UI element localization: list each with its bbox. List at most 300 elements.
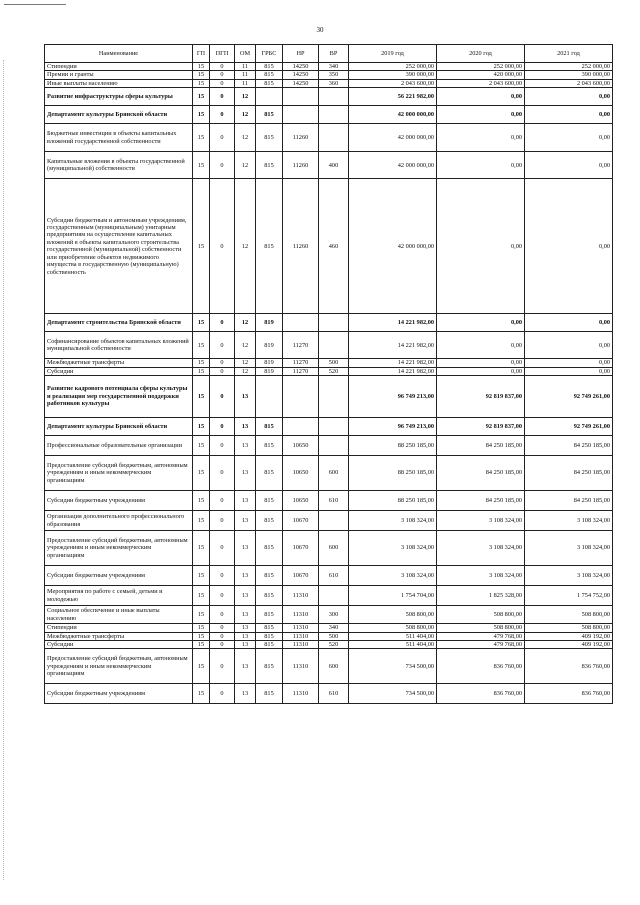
cell-pgp: 0 [210,152,235,179]
cell-om: 13 [235,684,256,704]
cell-pgp: 0 [210,632,235,640]
table-row [45,359,613,367]
cell-y2021: 836 760,00 [525,684,613,704]
cell-om: 13 [235,456,256,491]
cell-om: 11 [235,71,256,79]
cell-y2020: 0,00 [437,367,525,375]
cell-y2021: 836 760,00 [525,649,613,684]
cell-nr: 11260 [283,179,319,314]
cell-y2019: 96 749 213,00 [349,376,437,418]
cell-grbs: 815 [256,179,283,314]
cell-pgp: 0 [210,124,235,152]
table-row [45,456,613,491]
cell-pgp: 0 [210,491,235,511]
cell-y2019: 252 000,00 [349,63,437,71]
table-row [45,632,613,640]
cell-gp: 15 [193,359,210,367]
cell-grbs: 819 [256,314,283,332]
cell-vr: 340 [319,63,349,71]
cell-nr: 11310 [283,684,319,704]
cell-om: 13 [235,491,256,511]
cell-y2019: 14 221 982,00 [349,367,437,375]
cell-pgp: 0 [210,376,235,418]
cell-gp: 15 [193,640,210,648]
cell-y2019: 508 800,00 [349,624,437,632]
cell-nr: 11310 [283,640,319,648]
cell-nr: 10670 [283,531,319,566]
cell-om: 13 [235,632,256,640]
cell-y2019: 511 404,00 [349,632,437,640]
cell-gp: 15 [193,624,210,632]
cell-y2021: 0,00 [525,152,613,179]
cell-grbs: 815 [256,531,283,566]
cell-y2021: 0,00 [525,367,613,375]
col-header-2021: 2021 год [525,45,613,63]
cell-y2020: 836 760,00 [437,649,525,684]
cell-y2019: 508 800,00 [349,606,437,624]
cell-gp: 15 [193,632,210,640]
cell-gp: 15 [193,491,210,511]
cell-gp: 15 [193,511,210,531]
cell-y2021: 92 749 261,00 [525,376,613,418]
cell-gp: 15 [193,586,210,606]
table-row [45,531,613,566]
cell-name: Стипендии [45,63,193,71]
cell-gp: 15 [193,179,210,314]
cell-y2021: 508 800,00 [525,624,613,632]
table-row [45,332,613,359]
cell-y2021: 0,00 [525,314,613,332]
cell-nr [283,376,319,418]
cell-y2021: 0,00 [525,106,613,124]
table-row [45,624,613,632]
cell-grbs: 815 [256,418,283,436]
table-row [45,491,613,511]
cell-name: Премии и гранты [45,71,193,79]
table-row [45,649,613,684]
col-header-2020: 2020 год [437,45,525,63]
cell-vr [319,511,349,531]
cell-om: 13 [235,624,256,632]
cell-gp: 15 [193,79,210,87]
cell-pgp: 0 [210,566,235,586]
cell-name: Профессиональные образовательные организации [45,436,193,456]
cell-om: 13 [235,566,256,586]
cell-y2019: 88 250 185,00 [349,491,437,511]
cell-om: 13 [235,586,256,606]
col-header-gp: ГП [193,45,210,63]
table-row [45,63,613,71]
cell-grbs: 815 [256,152,283,179]
cell-gp: 15 [193,152,210,179]
cell-name: Субсидии [45,367,193,375]
cell-om: 12 [235,106,256,124]
cell-y2020: 0,00 [437,179,525,314]
cell-y2019: 56 221 982,00 [349,88,437,106]
cell-nr [283,418,319,436]
cell-y2019: 88 250 185,00 [349,436,437,456]
cell-pgp: 0 [210,359,235,367]
cell-y2020: 1 825 328,00 [437,586,525,606]
cell-y2020: 84 250 185,00 [437,456,525,491]
cell-y2020: 0,00 [437,152,525,179]
cell-gp: 15 [193,456,210,491]
cell-pgp: 0 [210,684,235,704]
cell-name: Организация дополнительного профессионального образования [45,511,193,531]
cell-y2020: 92 819 837,00 [437,418,525,436]
table-row [45,71,613,79]
cell-y2019: 42 000 000,00 [349,179,437,314]
cell-nr [283,106,319,124]
col-header-grbs: ГРБС [256,45,283,63]
cell-om: 13 [235,606,256,624]
cell-name: Межбюджетные трансферты [45,359,193,367]
cell-y2020: 84 250 185,00 [437,491,525,511]
cell-om: 13 [235,436,256,456]
cell-y2021: 84 250 185,00 [525,436,613,456]
cell-y2019: 734 500,00 [349,684,437,704]
cell-y2019: 14 221 982,00 [349,359,437,367]
cell-gp: 15 [193,566,210,586]
cell-y2020: 0,00 [437,124,525,152]
cell-name: Софинансирование объектов капитальных вложений муниципальной собственности [45,332,193,359]
cell-y2020: 479 768,00 [437,640,525,648]
cell-vr: 610 [319,684,349,704]
cell-y2019: 1 754 704,00 [349,586,437,606]
cell-nr: 11310 [283,624,319,632]
cell-om: 12 [235,124,256,152]
cell-y2020: 0,00 [437,359,525,367]
cell-y2019: 3 108 324,00 [349,511,437,531]
cell-vr [319,586,349,606]
cell-grbs: 815 [256,63,283,71]
table-row [45,106,613,124]
cell-name: Мероприятия по работе с семьей, детьми и молодежью [45,586,193,606]
cell-y2021: 409 192,00 [525,640,613,648]
cell-vr [319,436,349,456]
cell-name: Капитальные вложения в объекты государственной (муниципальной) собственности [45,152,193,179]
cell-vr: 610 [319,566,349,586]
table-row [45,606,613,624]
cell-y2019: 42 000 000,00 [349,106,437,124]
cell-grbs: 815 [256,684,283,704]
cell-name: Развитие кадрового потенциала сферы культуры и реализация мер государственной поддержки работников культуры [45,376,193,418]
cell-grbs: 815 [256,606,283,624]
cell-y2020: 479 768,00 [437,632,525,640]
cell-pgp: 0 [210,586,235,606]
cell-name: Субсидии бюджетным учреждениям [45,684,193,704]
cell-name: Иные выплаты населению [45,79,193,87]
cell-pgp: 0 [210,606,235,624]
cell-pgp: 0 [210,71,235,79]
cell-om: 13 [235,649,256,684]
cell-pgp: 0 [210,367,235,375]
cell-grbs: 815 [256,586,283,606]
cell-y2019: 14 221 982,00 [349,332,437,359]
cell-pgp: 0 [210,88,235,106]
cell-nr: 10670 [283,511,319,531]
cell-vr: 520 [319,367,349,375]
col-header-pgp: ПГП [210,45,235,63]
cell-pgp: 0 [210,63,235,71]
cell-gp: 15 [193,71,210,79]
cell-y2021: 3 108 324,00 [525,531,613,566]
cell-grbs: 819 [256,367,283,375]
cell-nr: 10650 [283,456,319,491]
cell-nr: 10650 [283,491,319,511]
cell-grbs [256,376,283,418]
cell-name: Субсидии бюджетным и автономным учреждениям, государственным (муниципальным) унитарным предприятиям на осуществление капитальных вложений в объекты капитального строительства государственной (муниципальной) собственности или приобретение объектов недвижимого имущества в государственную (муниципальную) собственность [45,179,193,314]
cell-y2021: 390 000,00 [525,71,613,79]
cell-vr [319,376,349,418]
cell-gp: 15 [193,106,210,124]
cell-vr: 600 [319,649,349,684]
cell-name: Субсидии бюджетным учреждениям [45,491,193,511]
cell-gp: 15 [193,88,210,106]
table-row [45,152,613,179]
col-header-name: Наименование [45,45,193,63]
cell-pgp: 0 [210,640,235,648]
cell-gp: 15 [193,649,210,684]
cell-vr: 360 [319,79,349,87]
cell-nr [283,314,319,332]
col-header-om: ОМ [235,45,256,63]
cell-vr [319,418,349,436]
table-row [45,376,613,418]
cell-y2019: 42 000 000,00 [349,152,437,179]
cell-name: Стипендии [45,624,193,632]
cell-y2019: 2 043 600,00 [349,79,437,87]
cell-y2020: 836 760,00 [437,684,525,704]
cell-name: Предоставление субсидий бюджетным, автономным учреждениям и иным некоммерческим организациям [45,649,193,684]
cell-grbs [256,88,283,106]
cell-y2020: 92 819 837,00 [437,376,525,418]
budget-table [44,44,613,704]
table-row [45,566,613,586]
cell-vr [319,88,349,106]
table-row [45,88,613,106]
cell-y2021: 252 000,00 [525,63,613,71]
cell-pgp: 0 [210,332,235,359]
cell-om: 13 [235,418,256,436]
cell-pgp: 0 [210,418,235,436]
cell-vr: 600 [319,531,349,566]
cell-y2019: 14 221 982,00 [349,314,437,332]
cell-gp: 15 [193,418,210,436]
cell-y2020: 420 000,00 [437,71,525,79]
cell-y2019: 3 108 324,00 [349,566,437,586]
table-row [45,79,613,87]
cell-vr: 520 [319,640,349,648]
cell-grbs: 815 [256,632,283,640]
cell-y2021: 0,00 [525,124,613,152]
cell-vr [319,106,349,124]
cell-om: 12 [235,179,256,314]
page-number: 30 [316,26,324,34]
cell-vr [319,314,349,332]
cell-nr: 10650 [283,436,319,456]
cell-y2021: 2 043 600,00 [525,79,613,87]
cell-y2020: 508 800,00 [437,624,525,632]
table-row [45,436,613,456]
cell-nr: 14250 [283,79,319,87]
cell-y2021: 92 749 261,00 [525,418,613,436]
cell-grbs: 815 [256,649,283,684]
col-header-2019: 2019 год [349,45,437,63]
cell-grbs: 815 [256,624,283,632]
cell-name: Межбюджетные трансферты [45,632,193,640]
cell-y2020: 252 000,00 [437,63,525,71]
table-row [45,511,613,531]
cell-y2019: 96 749 213,00 [349,418,437,436]
cell-nr: 10670 [283,566,319,586]
cell-om: 11 [235,79,256,87]
cell-gp: 15 [193,124,210,152]
cell-gp: 15 [193,531,210,566]
cell-name: Департамент культуры Брянской области [45,418,193,436]
cell-y2021: 84 250 185,00 [525,456,613,491]
cell-y2021: 84 250 185,00 [525,491,613,511]
cell-gp: 15 [193,314,210,332]
cell-y2020: 84 250 185,00 [437,436,525,456]
cell-vr [319,124,349,152]
cell-grbs: 815 [256,640,283,648]
cell-grbs: 815 [256,566,283,586]
cell-gp: 15 [193,332,210,359]
cell-grbs: 815 [256,456,283,491]
cell-gp: 15 [193,684,210,704]
cell-name: Субсидии бюджетным учреждениям [45,566,193,586]
cell-grbs: 815 [256,71,283,79]
cell-name: Департамент строительства Брянской области [45,314,193,332]
table-row [45,367,613,375]
cell-vr: 460 [319,179,349,314]
cell-pgp: 0 [210,531,235,566]
cell-y2021: 409 192,00 [525,632,613,640]
cell-pgp: 0 [210,106,235,124]
cell-om: 12 [235,314,256,332]
cell-nr: 11270 [283,332,319,359]
cell-name: Развитие инфраструктуры сферы культуры [45,88,193,106]
cell-nr: 14250 [283,71,319,79]
cell-y2020: 3 108 324,00 [437,566,525,586]
cell-y2021: 508 800,00 [525,606,613,624]
cell-y2020: 0,00 [437,88,525,106]
cell-om: 11 [235,63,256,71]
col-header-vr: ВР [319,45,349,63]
table-row [45,124,613,152]
cell-vr: 600 [319,456,349,491]
cell-y2021: 1 754 752,00 [525,586,613,606]
cell-pgp: 0 [210,436,235,456]
cell-grbs: 815 [256,124,283,152]
cell-om: 12 [235,152,256,179]
table-row [45,684,613,704]
cell-pgp: 0 [210,511,235,531]
cell-y2019: 390 000,00 [349,71,437,79]
cell-pgp: 0 [210,179,235,314]
cell-y2019: 734 500,00 [349,649,437,684]
cell-pgp: 0 [210,314,235,332]
cell-y2020: 0,00 [437,332,525,359]
cell-vr: 350 [319,71,349,79]
cell-y2019: 88 250 185,00 [349,456,437,491]
cell-y2020: 0,00 [437,106,525,124]
cell-nr: 11260 [283,152,319,179]
cell-y2021: 3 108 324,00 [525,511,613,531]
cell-om: 13 [235,376,256,418]
cell-om: 13 [235,640,256,648]
cell-y2021: 0,00 [525,332,613,359]
cell-pgp: 0 [210,456,235,491]
cell-nr: 11310 [283,586,319,606]
cell-gp: 15 [193,376,210,418]
cell-name: Социальное обеспечение и иные выплаты населению [45,606,193,624]
table-row [45,586,613,606]
cell-nr: 11270 [283,367,319,375]
cell-name: Предоставление субсидий бюджетным, автономным учреждениям и иным некоммерческим организациям [45,531,193,566]
cell-grbs: 815 [256,106,283,124]
cell-om: 12 [235,88,256,106]
cell-vr: 400 [319,152,349,179]
cell-grbs: 815 [256,79,283,87]
cell-vr: 340 [319,624,349,632]
cell-grbs: 815 [256,511,283,531]
cell-om: 13 [235,531,256,566]
cell-vr: 610 [319,491,349,511]
cell-nr: 11310 [283,632,319,640]
cell-grbs: 819 [256,359,283,367]
cell-y2020: 2 043 600,00 [437,79,525,87]
cell-nr: 11260 [283,124,319,152]
cell-gp: 15 [193,436,210,456]
table-row [45,314,613,332]
cell-y2020: 3 108 324,00 [437,511,525,531]
cell-name: Предоставление субсидий бюджетным, автономным учреждениям и иным некоммерческим организациям [45,456,193,491]
cell-nr [283,88,319,106]
col-header-nr: НР [283,45,319,63]
cell-nr: 11270 [283,359,319,367]
cell-vr: 500 [319,359,349,367]
cell-pgp: 0 [210,79,235,87]
cell-om: 12 [235,367,256,375]
cell-y2020: 508 800,00 [437,606,525,624]
cell-pgp: 0 [210,624,235,632]
cell-y2019: 42 000 000,00 [349,124,437,152]
cell-gp: 15 [193,63,210,71]
table-row [45,418,613,436]
cell-name: Департамент культуры Брянской области [45,106,193,124]
cell-y2019: 511 404,00 [349,640,437,648]
cell-grbs: 815 [256,491,283,511]
cell-y2021: 0,00 [525,88,613,106]
cell-grbs: 815 [256,436,283,456]
cell-gp: 15 [193,367,210,375]
table-header-row [45,45,613,63]
cell-nr: 11310 [283,649,319,684]
cell-pgp: 0 [210,649,235,684]
cell-nr: 14250 [283,63,319,71]
cell-om: 13 [235,511,256,531]
cell-y2020: 0,00 [437,314,525,332]
cell-y2021: 0,00 [525,359,613,367]
cell-grbs: 819 [256,332,283,359]
table-row [45,640,613,648]
cell-y2021: 0,00 [525,179,613,314]
cell-gp: 15 [193,606,210,624]
cell-name: Субсидии [45,640,193,648]
cell-vr [319,332,349,359]
